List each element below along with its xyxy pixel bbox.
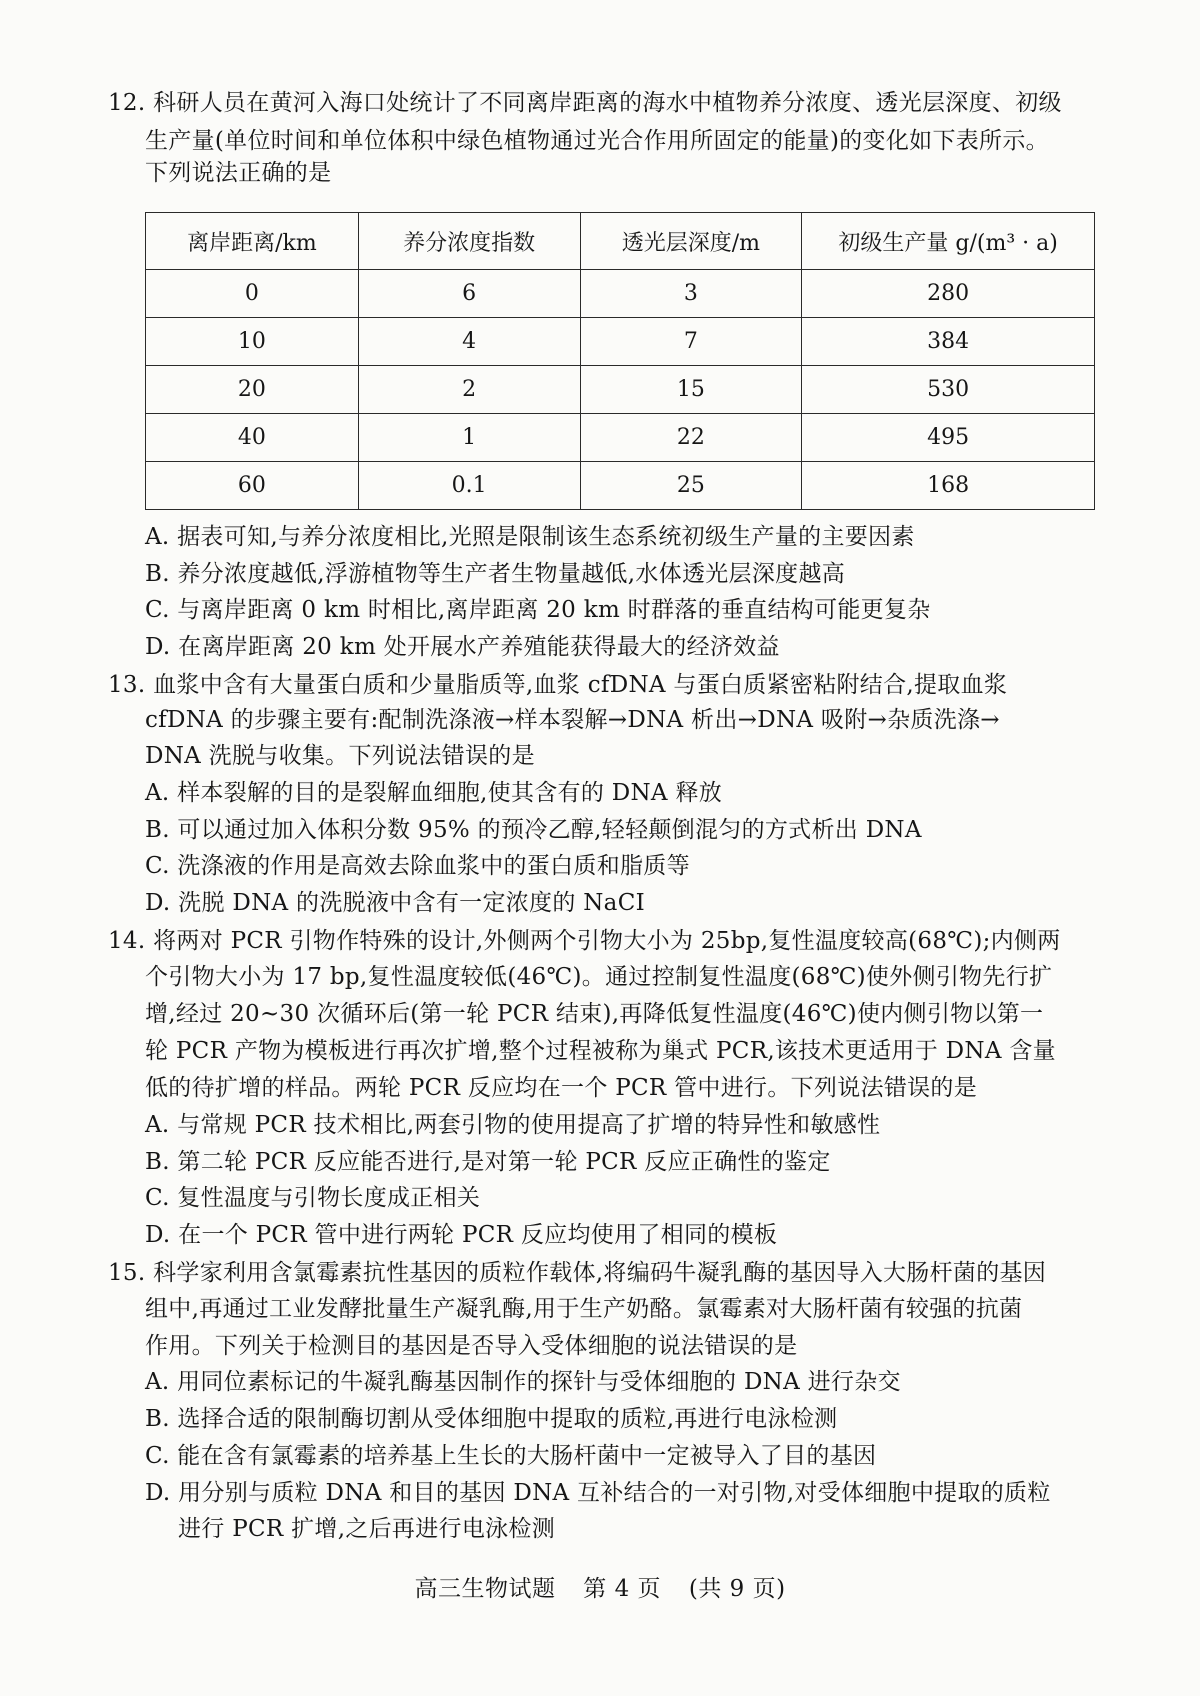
table-cell: 10 [146,318,359,366]
q14-stem-line-1: 14. 将两对 PCR 引物作特殊的设计,外侧两个引物大小为 25bp,复性温度较高(68℃);内侧两 [108,928,1061,954]
q14-option-d: D. 在一个 PCR 管中进行两轮 PCR 反应均使用了相同的模板 [145,1222,778,1248]
q13-stem-line-2: cfDNA 的步骤主要有:配制洗涤液→样本裂解→DNA 析出→DNA 吸附→杂质洗涤→ [145,707,1000,733]
table-cell: 20 [146,366,359,414]
header-depth: 透光层深度/m [580,213,802,270]
q12-option-a: A. 据表可知,与养分浓度相比,光照是限制该生态系统初级生产量的主要因素 [145,524,915,550]
q15-stem-line-1: 15. 科学家利用含氯霉素抗性基因的质粒作载体,将编码牛凝乳酶的基因导入大肠杆菌的基因 [108,1260,1047,1286]
q14-option-a: A. 与常规 PCR 技术相比,两套引物的使用提高了扩增的特异性和敏感性 [145,1112,881,1138]
q13-option-a: A. 样本裂解的目的是裂解血细胞,使其含有的 DNA 释放 [145,780,723,806]
table-row [146,366,1095,414]
footer-subject: 高三生物试题 [414,1576,556,1602]
table-cell: 15 [580,366,802,414]
q12-data-table [145,212,1095,510]
q14-option-c: C. 复性温度与引物长度成正相关 [145,1185,481,1211]
q13-stem-line-3: DNA 洗脱与收集。下列说法错误的是 [145,743,535,769]
q14-stem-line-3: 增,经过 20~30 次循环后(第一轮 PCR 结束),再降低复性温度(46℃)使内侧引物以第一 [145,1001,1044,1027]
table-cell: 168 [802,462,1095,510]
q14-stem-line-4: 轮 PCR 产物为模板进行再次扩增,整个过程被称为巢式 PCR,该技术更适用于 DNA 含量 [145,1038,1056,1064]
table-cell: 40 [146,414,359,462]
table-cell: 280 [802,270,1095,318]
q12-stem-line-2: 生产量(单位时间和单位体积中绿色植物通过光合作用所固定的能量)的变化如下表所示。 [145,128,1049,154]
q12-stem-line-3: 下列说法正确的是 [145,160,332,186]
q13-stem-line-1: 13. 血浆中含有大量蛋白质和少量脂质等,血浆 cfDNA 与蛋白质紧密粘附结合,提取血浆 [108,672,1008,698]
q12-option-d: D. 在离岸距离 20 km 处开展水产养殖能获得最大的经济效益 [145,634,780,660]
table-row [146,462,1095,510]
q14-option-b: B. 第二轮 PCR 反应能否进行,是对第一轮 PCR 反应正确性的鉴定 [145,1149,831,1175]
q15-option-d-continued: 进行 PCR 扩增,之后再进行电泳检测 [178,1516,556,1542]
table-cell: 7 [580,318,802,366]
header-distance: 离岸距离/km [146,213,359,270]
table-cell: 0.1 [358,462,580,510]
q14-stem-line-2: 个引物大小为 17 bp,复性温度较低(46℃)。通过控制复性温度(68℃)使外侧引物先行扩 [145,964,1053,990]
q12-option-c: C. 与离岸距离 0 km 时相比,离岸距离 20 km 时群落的垂直结构可能更复杂 [145,597,931,623]
q12-option-b: B. 养分浓度越低,浮游植物等生产者生物量越低,水体透光层深度越高 [145,561,846,587]
q13-option-d: D. 洗脱 DNA 的洗脱液中含有一定浓度的 NaCI [145,890,645,916]
table-cell: 25 [580,462,802,510]
header-nutrient: 养分浓度指数 [358,213,580,270]
table-cell: 3 [580,270,802,318]
footer-total-pages: (共 9 页) [688,1576,786,1602]
table-cell: 60 [146,462,359,510]
table-cell: 530 [802,366,1095,414]
table-cell: 384 [802,318,1095,366]
table-cell: 2 [358,366,580,414]
footer-page-number: 第 4 页 [583,1576,662,1602]
q14-stem-line-5: 低的待扩增的样品。两轮 PCR 反应均在一个 PCR 管中进行。下列说法错误的是 [145,1075,978,1101]
table-cell: 1 [358,414,580,462]
table-row [146,270,1095,318]
q12-stem-line-1: 12. 科研人员在黄河入海口处统计了不同离岸距离的海水中植物养分浓度、透光层深度、初级 [108,90,1062,116]
table-cell: 22 [580,414,802,462]
q15-option-b: B. 选择合适的限制酶切割从受体细胞中提取的质粒,再进行电泳检测 [145,1406,838,1432]
table-cell: 495 [802,414,1095,462]
q15-stem-line-2: 组中,再通过工业发酵批量生产凝乳酶,用于生产奶酪。氯霉素对大肠杆菌有较强的抗菌 [145,1296,1023,1322]
q15-stem-line-3: 作用。下列关于检测目的基因是否导入受体细胞的说法错误的是 [145,1333,798,1359]
table-row [146,318,1095,366]
q13-option-b: B. 可以通过加入体积分数 95% 的预冷乙醇,轻轻颠倒混匀的方式析出 DNA [145,817,922,843]
table-cell: 4 [358,318,580,366]
q15-option-d: D. 用分别与质粒 DNA 和目的基因 DNA 互补结合的一对引物,对受体细胞中提取的质粒 [145,1480,1051,1506]
table-header-row [146,213,1095,270]
q13-option-c: C. 洗涤液的作用是高效去除血浆中的蛋白质和脂质等 [145,853,690,879]
table-row [146,414,1095,462]
q15-option-a: A. 用同位素标记的牛凝乳酶基因制作的探针与受体细胞的 DNA 进行杂交 [145,1369,901,1395]
table-cell: 0 [146,270,359,318]
header-production: 初级生产量 g/(m³ · a) [802,213,1095,270]
q15-option-c: C. 能在含有氯霉素的培养基上生长的大肠杆菌中一定被导入了目的基因 [145,1443,877,1469]
table-cell: 6 [358,270,580,318]
page-footer [0,1570,1200,1603]
